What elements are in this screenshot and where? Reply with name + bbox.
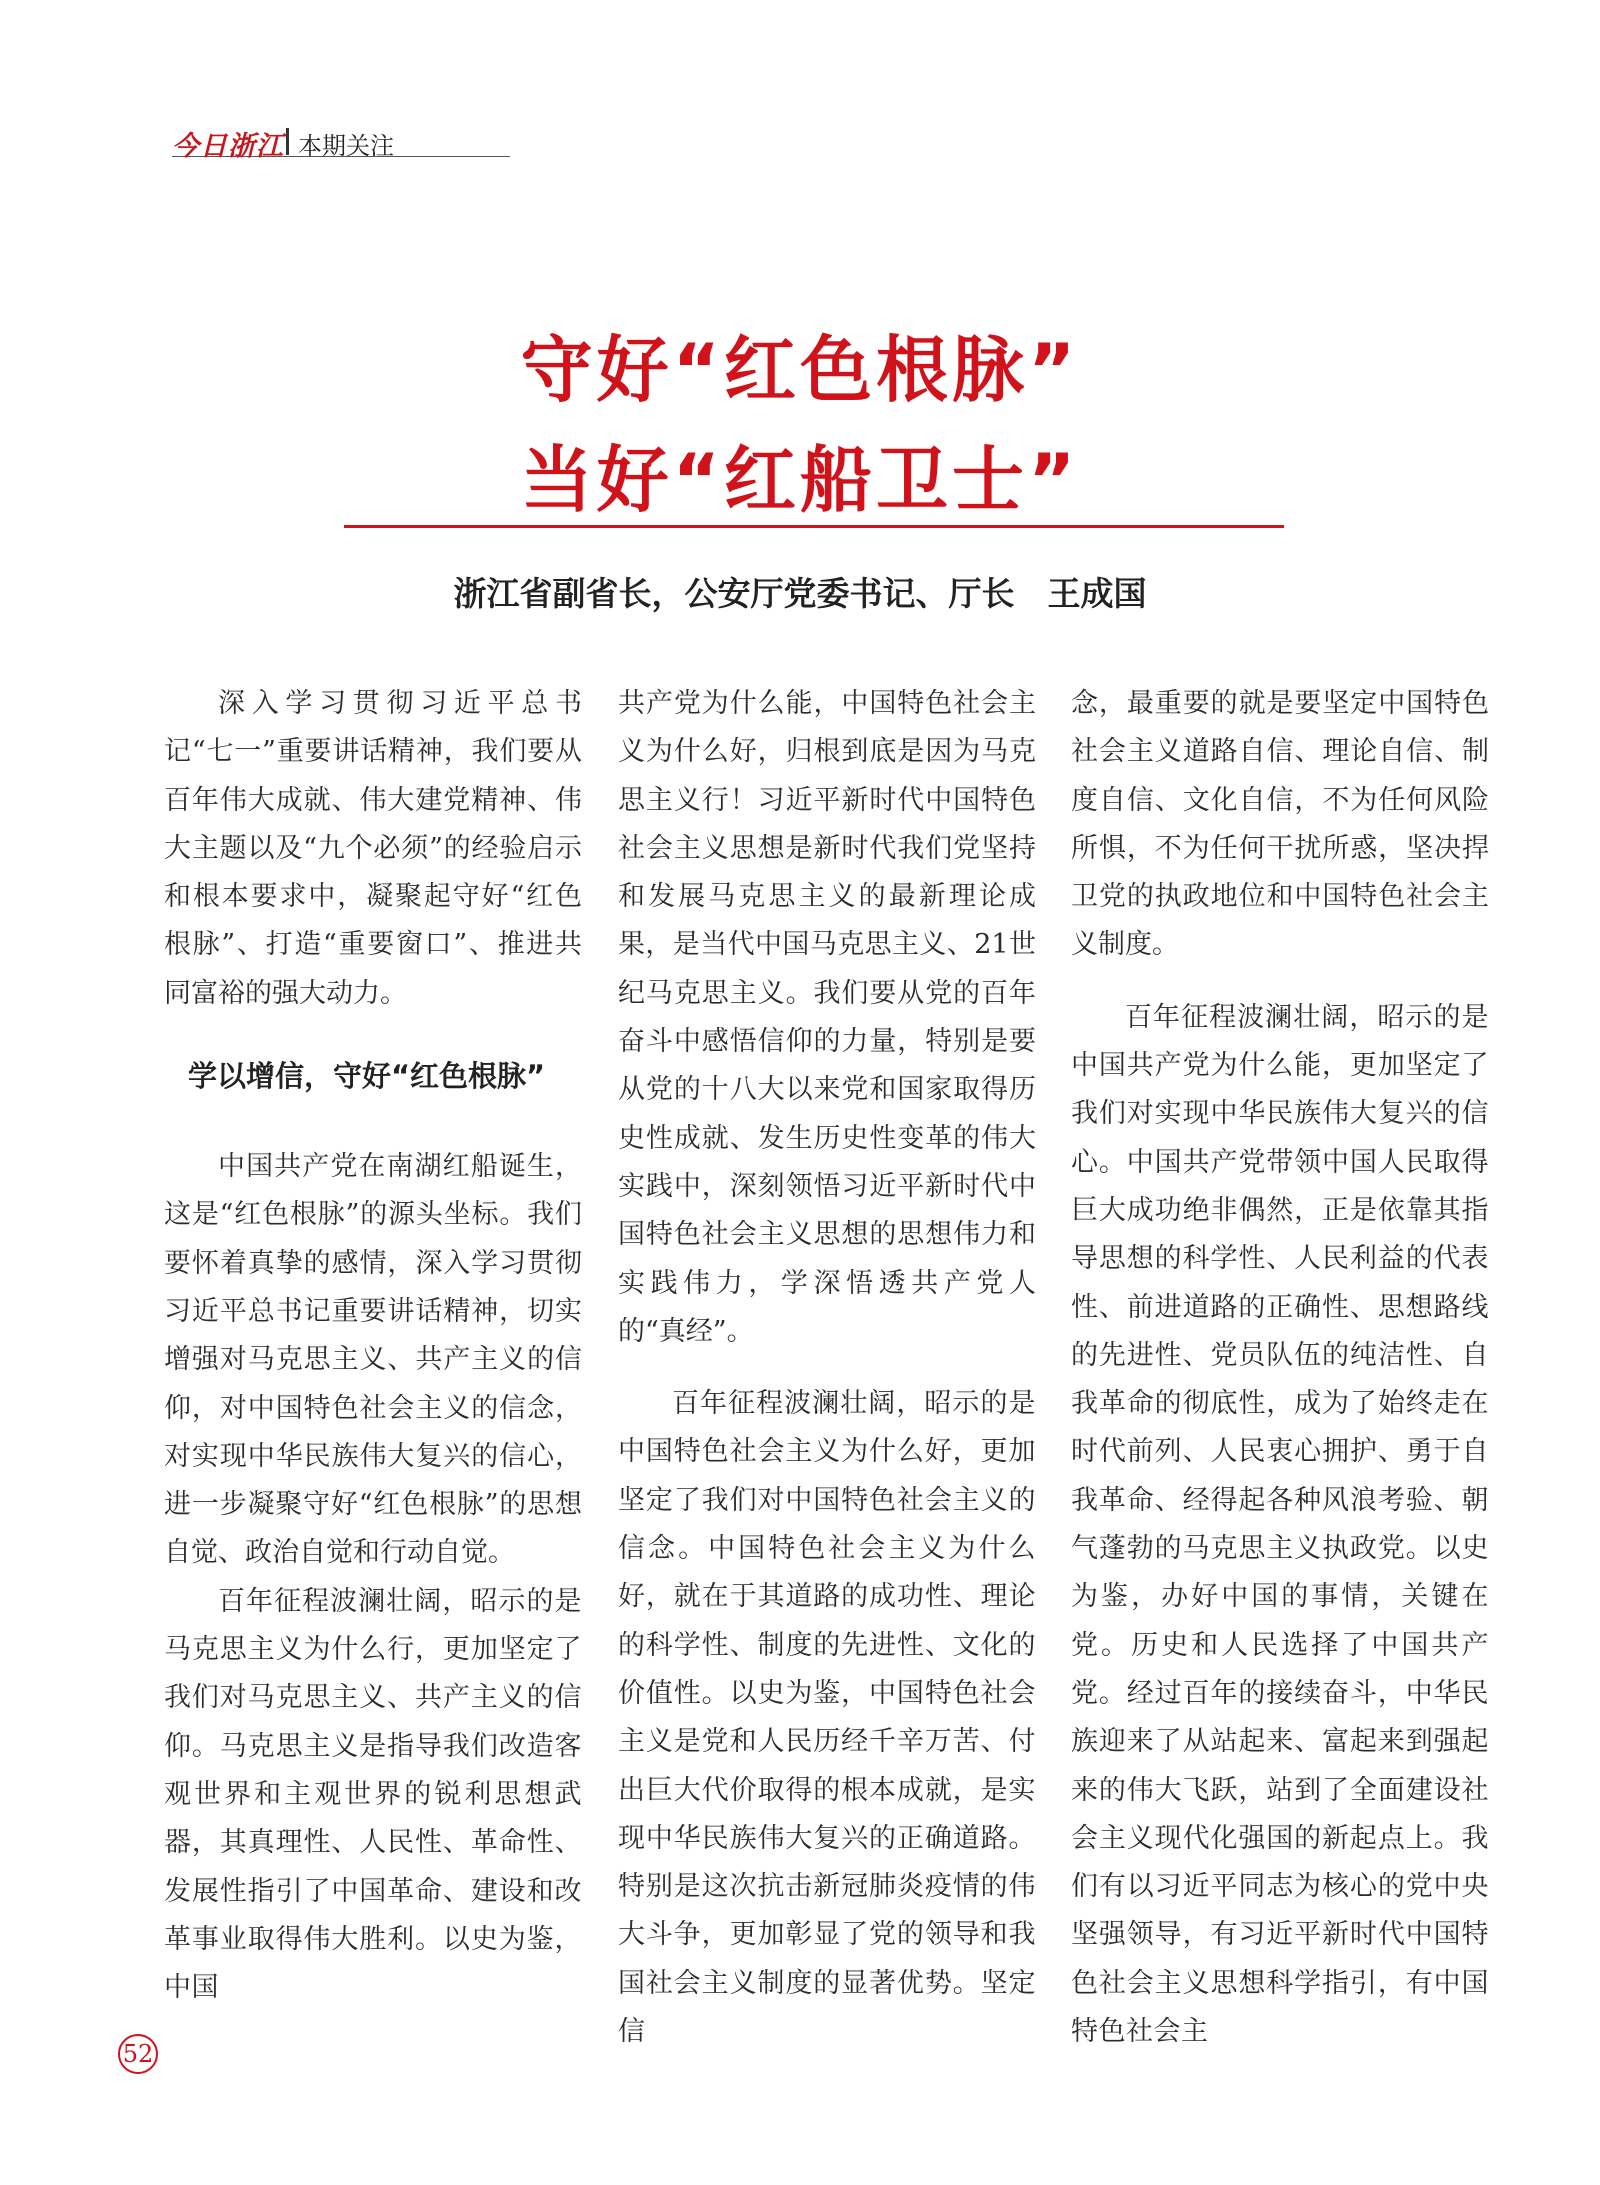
brand-logo: 今日浙江 bbox=[172, 131, 284, 162]
paragraph: 深入学习贯彻习近平总书记“七一”重要讲话精神，我们要从百年伟大成就、伟大建党精神、伟大主题以及“九个必须”的经验启示和根本要求中，凝聚起守好“红色根脉”、打造“重要窗口”、推进共同富裕的强大动力。 bbox=[164, 688, 582, 1009]
column-1 bbox=[164, 680, 582, 2012]
paragraph: 中国共产党在南湖红船诞生，这是“红色根脉”的源头坐标。我们要怀着真挚的感情，深入学习贯彻习近平总书记重要讲话精神，切实增强对马克思主义、共产主义的信仰，对中国特色社会主义的信念，对实现中华民族伟大复兴的信心，进一步凝聚守好“红色根脉”的思想自觉、政治自觉和行动自觉。 bbox=[164, 1151, 582, 1569]
paragraph: 百年征程波澜壮阔，昭示的是马克思主义为什么行，更加坚定了我们对马克思主义、共产主义的信仰。马克思主义是指导我们改造客观世界和主观世界的锐利思想武器，其真理性、人民性、革命性、发展性指引了中国革命、建设和改革事业取得伟大胜利。以史为鉴，中国 bbox=[164, 1585, 582, 2004]
page-number: 52 bbox=[118, 2034, 158, 2074]
paragraph: 百年征程波澜壮阔，昭示的是中国特色社会主义为什么好，更加坚定了我们对中国特色社会主义的信念。中国特色社会主义为什么好，就在于其道路的成功性、理论的科学性、制度的先进性、文化的价值性。以史为鉴，中国特色社会主义是党和人民历经千辛万苦、付出巨大代价取得的根本成就，是实现中华民族伟大复兴的正确道路。特别是这次抗击新冠肺炎疫情的伟大斗争，更加彰显了党的领导和我国社会主义制度的显著优势。坚定信 bbox=[618, 1388, 1036, 2048]
paragraph: 百年征程波澜壮阔，昭示的是中国共产党为什么能，更加坚定了我们对实现中华民族伟大复兴的信心。中国共产党带领中国人民取得巨大成功绝非偶然，正是依靠其指导思想的科学性、人民利益的代表性、前进道路的正确性、思想路线的先进性、党员队伍的纯洁性、自我革命的彻底性，成为了始终走在时代前列、人民衷心拥护、勇于自我革命、经得起各种风浪考验、朝气蓬勃的马克思主义执政党。以史为鉴，办好中国的事情，关键在党。历史和人民选择了中国共产党。经过百年的接续奋斗，中华民族迎来了从站起来、富起来到强起来的伟大飞跃，站到了全面建设社会主义现代化强国的新起点上。我们有以习近平同志为核心的党中央坚强领导，有习近平新时代中国特色社会主义思想科学指引，有中国特色社会主 bbox=[1071, 1001, 1489, 2048]
paragraph-gap bbox=[1071, 970, 1489, 994]
author-byline: 浙江省副省长，公安厅党委书记、厅长 王成国 bbox=[453, 574, 1147, 613]
title-rule bbox=[344, 525, 1284, 528]
section-label: 本期关注 bbox=[298, 132, 394, 160]
article-title-line1: 守好“红色根脉” bbox=[520, 328, 1080, 412]
section-subheading: 学以增信，守好“红色根脉” bbox=[188, 1059, 546, 1094]
paragraph: 念，最重要的就是要坚定中国特色社会主义道路自信、理论自信、制度自信、文化自信，不为任何风险所惧，不为任何干扰所惑，坚决捍卫党的执政地位和中国特色社会主义制度。 bbox=[1071, 688, 1489, 961]
column-2 bbox=[618, 680, 1036, 2056]
paragraph: 共产党为什么能，中国特色社会主义为什么好，归根到底是因为马克思主义行！习近平新时代中国特色社会主义思想是新时代我们党坚持和发展马克思主义的最新理论成果，是当代中国马克思主义、21世纪马克思主义。我们要从党的百年奋斗中感悟信仰的力量，特别是要从党的十八大以来党和国家取得历史性成就、发生历史性变革的伟大实践中，深刻领悟习近平新时代中国特色社会主义思想的思想伟力和实践伟力，学深悟透共产党人的“真经”。 bbox=[618, 688, 1036, 1347]
paragraph-gap bbox=[618, 1356, 1036, 1380]
article-title-line2: 当好“红船卫士” bbox=[520, 438, 1080, 522]
column-3 bbox=[1071, 680, 1489, 2056]
header-divider bbox=[286, 128, 289, 155]
page-header bbox=[172, 126, 510, 162]
